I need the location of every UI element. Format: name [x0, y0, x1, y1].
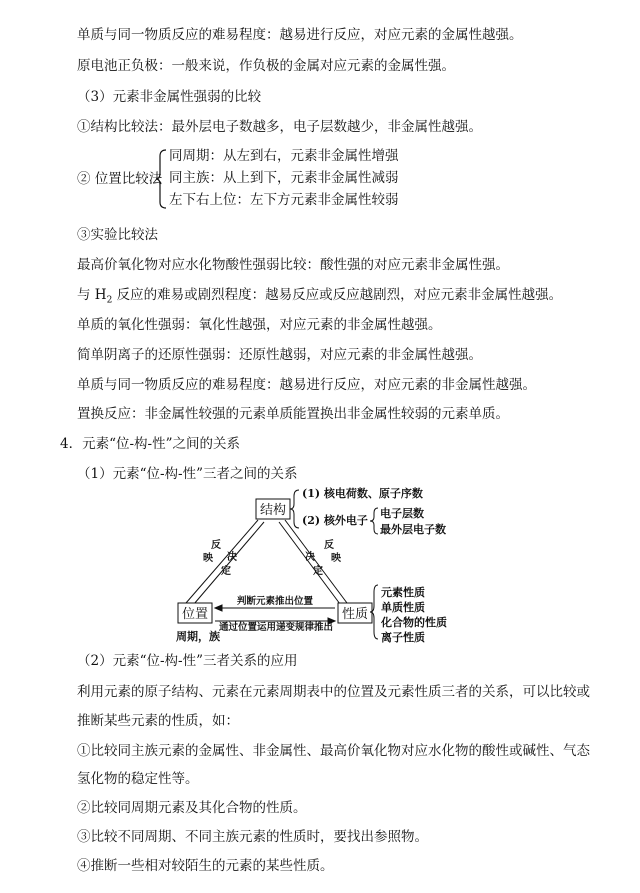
property-item-4: 离子性质 [381, 631, 425, 644]
text-line-displacement: 置换反应：非金属性较强的元素单质能置换出非金属性较弱的元素单质。 [77, 406, 509, 422]
text-line-application-1: 利用元素的原子结构、元素在元素周期表中的位置及元素性质三者的关系，可以比较或 [77, 684, 590, 700]
right-decide-2: 定 [313, 566, 323, 577]
text-line-metal-reactivity: 单质与同一物质反应的难易程度：越易进行反应，对应元素的金属性越强。 [77, 27, 523, 43]
text-line-nonmetal-reactivity: 单质与同一物质反应的难易程度：越易进行反应，对应元素的非金属性越强。 [77, 377, 536, 393]
top-arrow-label: 判断元素推出位置 [236, 596, 314, 607]
text-line-app-item-2: ②比较同周期元素及其化合物的性质。 [77, 800, 307, 816]
bottom-arrow-label: 通过位置运用递变规律推出 [218, 622, 334, 633]
text-line-application-2: 推断某些元素的性质，如： [77, 713, 239, 729]
text-line-same-period: 同周期：从左到右，元素非金属性增强 [169, 148, 399, 164]
property-item-2: 单质性质 [381, 601, 425, 614]
electron-brace [370, 508, 378, 534]
section-heading-nonmetal: （3）元素非金属性强弱的比较 [77, 89, 262, 105]
text-line-same-group: 同主族：从上到下，元素非金属性减弱 [169, 170, 399, 186]
text-line-experiment-method: ③实验比较法 [77, 227, 158, 243]
property-item-3: 化合物的性质 [381, 616, 447, 629]
period-group-label: 周期，族 [176, 630, 220, 643]
property-brace [370, 585, 378, 639]
text-line-app-item-1a: ①比较同主族元素的金属性、非金属性、最高价氧化物对应水化物的酸性或碱性、气态 [77, 743, 590, 759]
right-decide-1: 决 [305, 552, 315, 563]
text-line-anion-reducing: 简单阴离子的还原性强弱：还原性越弱，对应元素的非金属性越强。 [77, 347, 482, 363]
text-line-app-item-3: ③比较不同周期、不同主族元素的性质时，要找出参照物。 [77, 829, 428, 845]
position-method-label: ② 位置比较法 [77, 171, 163, 187]
h2-subscript: 2 [106, 295, 113, 306]
left-decide-1: 决 [227, 552, 237, 563]
text-line-app-item-4: ④推断一些相对较陌生的元素的某些性质。 [77, 858, 334, 874]
structure-brace [290, 490, 299, 528]
text-line-structure-method: ①结构比较法：最外层电子数越多，电子层数越少，非金属性越强。 [77, 119, 482, 135]
structure-item-1: (1) 核电荷数、原子序数 [302, 487, 423, 500]
right-reflect-2: 映 [331, 553, 341, 564]
right-reflect-1: 反 [324, 540, 334, 551]
position-label: 位置 [181, 607, 209, 622]
section-heading-relationship: 4．元素“位-构-性”之间的关系 [60, 436, 241, 452]
property-item-1: 元素性质 [381, 586, 425, 599]
h2-prefix: 与 H [77, 287, 107, 303]
subheading-application: （2）元素“位-构-性”三者关系的应用 [77, 653, 298, 669]
text-line-lower-left: 左下右上位：左下方元素非金属性较弱 [169, 192, 399, 208]
electron-layers: 电子层数 [380, 507, 424, 520]
text-line-app-item-1b: 氢化物的稳定性等。 [77, 771, 199, 787]
property-label: 性质 [341, 607, 369, 622]
left-decide-2: 定 [221, 566, 231, 577]
outer-electrons: 最外层电子数 [380, 523, 446, 536]
structure-item-2: (2) 核外电子 [302, 514, 368, 527]
subheading-relationship: （1）元素“位-构-性”三者之间的关系 [77, 466, 298, 482]
h2-rest: 反应的难易或剧烈程度：越易反应或反应越剧烈，对应元素非金属性越强。 [112, 287, 563, 303]
structure-label: 结构 [259, 503, 287, 518]
left-reflect-1: 反 [211, 540, 221, 551]
text-line-acid-strength: 最高价氧化物对应水化物酸性强弱比较：酸性强的对应元素非金属性强。 [77, 257, 509, 273]
text-line-oxidizing: 单质的氧化性强弱：氧化性越强，对应元素的非金属性越强。 [77, 317, 442, 333]
text-line-battery-electrode: 原电池正负极：一般来说，作负极的金属对应元素的金属性强。 [77, 58, 455, 74]
left-reflect-2: 映 [203, 553, 213, 564]
